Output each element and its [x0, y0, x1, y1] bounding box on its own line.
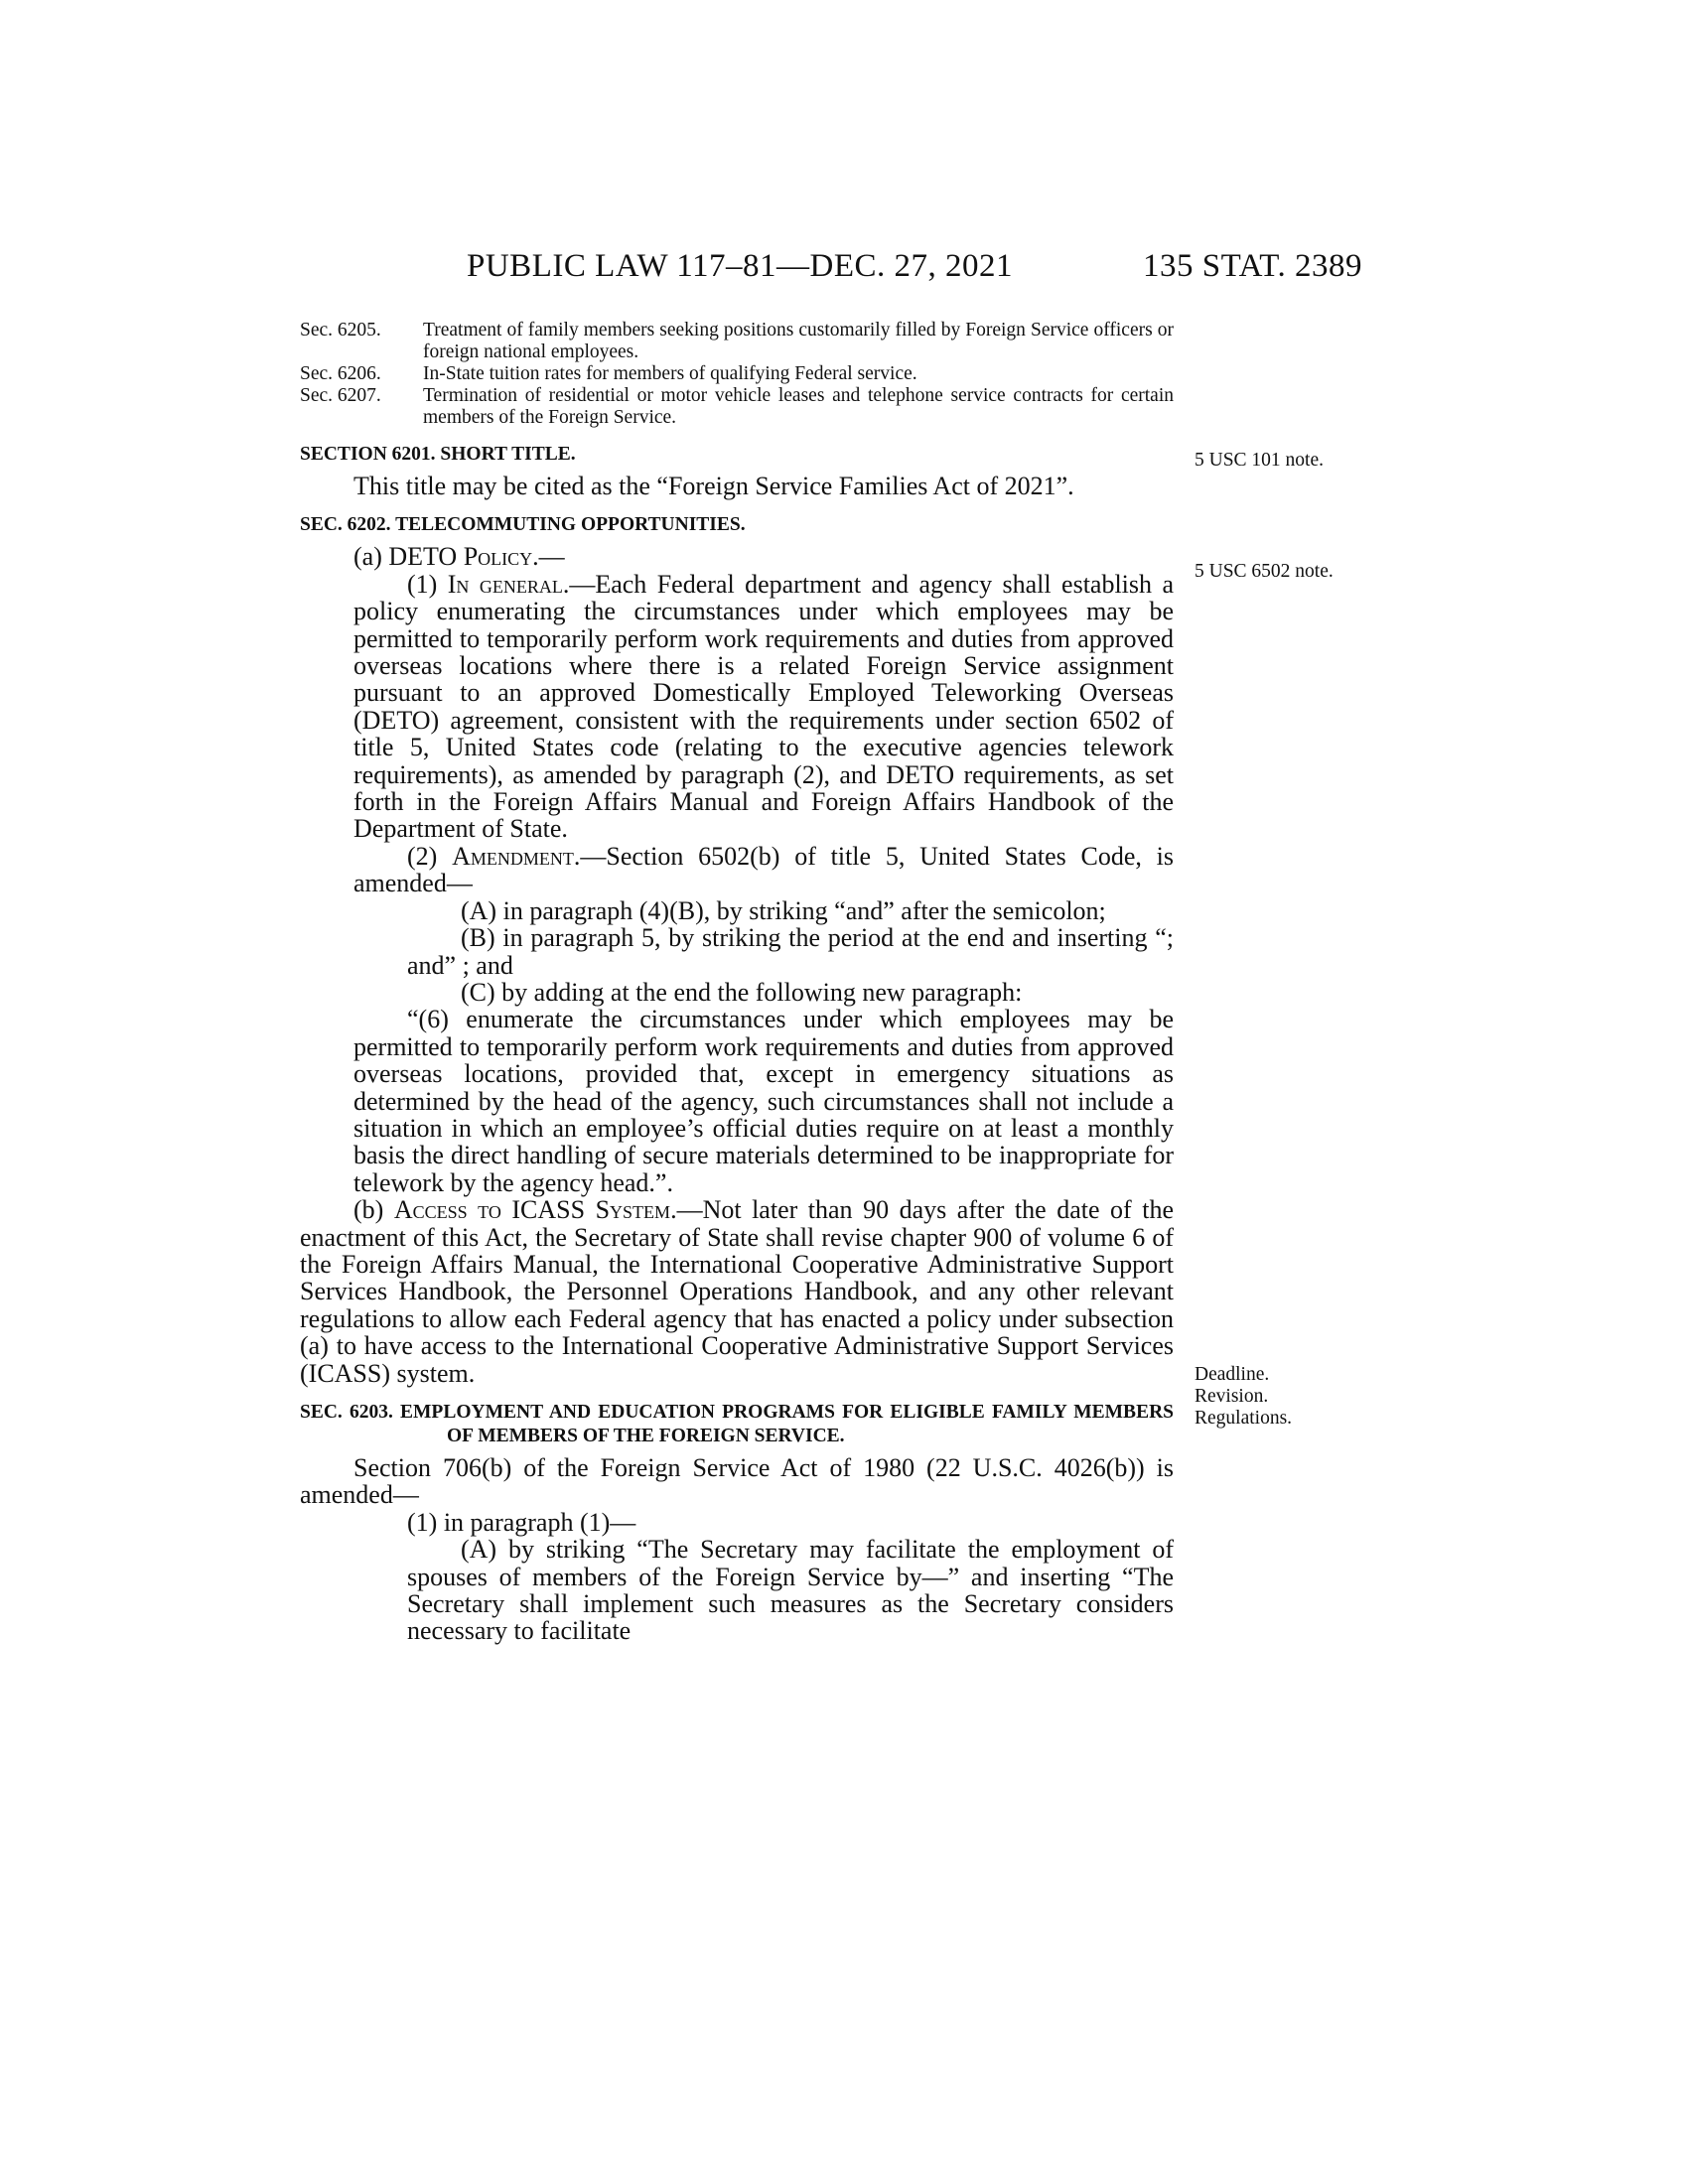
margin-note-6201: 5 USC 101 note. [1195, 450, 1325, 471]
toc-entry [300, 363, 1174, 385]
margin-note-icass [1195, 1364, 1292, 1430]
subparagraph-a2B: (B) in paragraph 5, by striking the period at the end and inserting “; and” ; and [407, 923, 1174, 980]
margin-note-deadline: Deadline. [1195, 1364, 1270, 1385]
toc-section-number: Sec. 6205. [300, 320, 381, 341]
section-6203-intro: Section 706(b) of the Foreign Service Act of 1980 (22 U.S.C. 4026(b)) is amended— [300, 1453, 1174, 1510]
page-body [300, 320, 1174, 1645]
subsection-b-label: (b) [353, 1195, 394, 1225]
toc-section-title: In-State tuition rates for members of qualifying Federal service. [423, 363, 917, 384]
paragraph-a2 [300, 843, 1174, 897]
subsection-b [300, 1196, 1174, 1387]
section-6201-heading: SECTION 6201. SHORT TITLE. [300, 444, 576, 465]
paragraph-a2-text: .—Section 6502(b) of title 5, United States Code, is amended— [353, 841, 1174, 898]
toc-section-title: Treatment of family members seeking positions customarily filled by Foreign Service officers or foreign national employees. [423, 320, 1174, 362]
paragraph-a1 [300, 571, 1174, 843]
paragraph-a1-text: .—Each Federal department and agency shall establish a policy enumerating the circumstances under which employees may be permitted to temporarily perform work requirements and duties from approved overseas locations where there is a related Foreign Service assignment pursuant to an approved Domestically Employed Teleworking Overseas (DETO) agreement, consistent with the requirements under section 6502 of title 5, United States code (relating to the executive agencies telework requirements), as amended by paragraph (2), and DETO requirements, as set forth in the Foreign Affairs Manual and Foreign Affairs Handbook of the Department of State. [353, 569, 1174, 844]
paragraph-a2-title: Amendment [452, 841, 574, 871]
subsection-a-label: (a) [353, 542, 389, 572]
subsection-b-title: Access to ICASS System [393, 1195, 671, 1225]
margin-note-6202: 5 USC 6502 note. [1195, 561, 1334, 582]
subsection-a-heading [300, 543, 1174, 570]
toc-section-number: Sec. 6207. [300, 385, 381, 406]
paragraph-a1-label: (1) [407, 569, 448, 599]
subsection-a-dash: .— [532, 542, 565, 572]
paragraph-a2-label: (2) [407, 841, 453, 871]
subparagraph-a2C: (C) by adding at the end the following new paragraph: [461, 977, 1023, 1007]
paragraph-a1-title: In general [447, 569, 563, 599]
section-6202-heading: SEC. 6202. TELECOMMUTING OPPORTUNITIES. [300, 514, 746, 536]
section-6203-paragraph-1: (1) in paragraph (1)— [407, 1507, 636, 1537]
subsection-a-title: DETO Policy [388, 542, 533, 572]
section-6201-text: This title may be cited as the “Foreign Service Families Act of 2021”. [353, 472, 1074, 500]
toc-section-title: Termination of residential or motor vehicle leases and telephone service contracts for certain members of the Foreign Service. [423, 385, 1174, 428]
statute-page-number: 135 STAT. 2389 [1142, 248, 1362, 284]
toc-entry [300, 320, 1174, 363]
margin-note-regulations: Regulations. [1195, 1408, 1293, 1429]
public-law-citation: PUBLIC LAW 117–81—DEC. 27, 2021 [467, 248, 1014, 284]
inserted-paragraph-6: “(6) enumerate the circumstances under which employees may be permitted to temporarily perform work requirements and duties from approved overseas locations, provided that, except in emergency situations as determined by the head of the agency, such circumstances shall not include a situation in which an employee’s official duties require on at least a monthly basis the direct handling of secure materials determined to be inappropriate for telework by the agency head.”. [353, 1005, 1174, 1197]
toc-entry [300, 385, 1174, 429]
subsection-b-text: .—Not later than 90 days after the date of the enactment of this Act, the Secretary of State shall revise chapter 900 of volume 6 of the Foreign Affairs Manual, the International Cooperative Administrative Support Services Handbook, the Personnel Operations Handbook, and any other relevant regulations to allow each Federal agency that has enacted a policy under subsection (a) to have access to the International Cooperative Administrative Support Services (ICASS) system. [300, 1195, 1174, 1388]
subparagraph-a2A: (A) in paragraph (4)(B), by striking “and” after the semicolon; [461, 895, 1106, 925]
margin-note-revision: Revision. [1195, 1386, 1269, 1407]
section-6203-heading: SEC. 6203. EMPLOYMENT AND EDUCATION PROGRAMS FOR ELIGIBLE FAMILY MEMBERS OF MEMBERS OF THE FOREIGN SERVICE. [300, 1402, 1174, 1446]
section-6203-subparagraph-A: (A) by striking “The Secretary may facilitate the employment of spouses of members of the Foreign Service by—” and inserting “The Secretary shall implement such measures as the Secretary considers necessary to facilitate [407, 1535, 1174, 1646]
table-of-contents [300, 320, 1174, 429]
toc-section-number: Sec. 6206. [300, 363, 381, 384]
